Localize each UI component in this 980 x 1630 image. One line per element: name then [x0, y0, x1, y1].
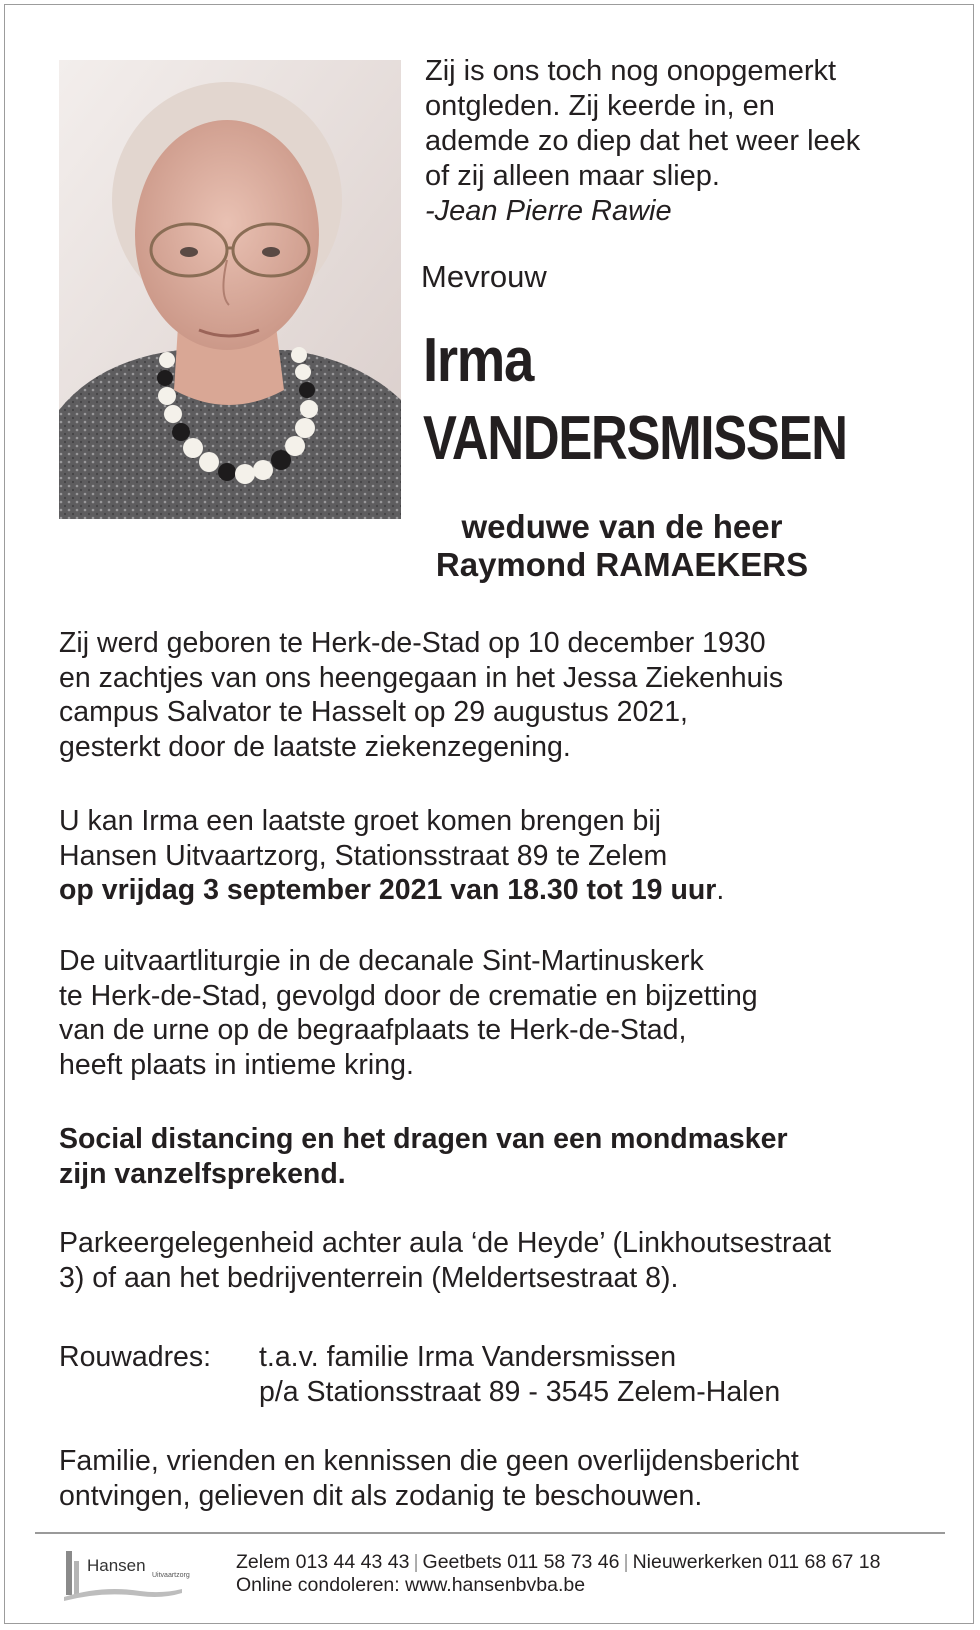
text-line: te Herk-de-Stad, gevolgd door de crematie en bijzetting — [59, 979, 758, 1012]
text-line: ontvingen, gelieven dit als zodanig te beschouwen. — [59, 1479, 703, 1512]
visitation-paragraph — [59, 804, 939, 908]
notice-paragraph — [59, 1122, 939, 1191]
parking-paragraph — [59, 1226, 939, 1295]
online-condolence: Online condoleren: www.hansenbvba.be — [236, 1574, 586, 1596]
poem-line: Zij is ons toch nog onopgemerkt — [425, 55, 837, 87]
poem-line: ontgleden. Zij keerde in, en — [425, 90, 775, 122]
text-line: De uitvaartliturgie in de decanale Sint-Martinuskerk — [59, 945, 704, 977]
text-line: Zij werd geboren te Herk-de-Stad op 10 december 1930 — [59, 627, 766, 659]
poem-line: of zij alleen maar sliep. — [425, 160, 720, 192]
visitation-period: . — [716, 874, 725, 906]
text-line: 3) of aan het bedrijventerrein (Meldertsestraat 8). — [59, 1261, 679, 1294]
text-line: campus Salvator te Hasselt op 29 augustus 2021, — [59, 696, 688, 728]
text-line: Parkeergelegenheid achter aula ‘de Heyde’ (Linkhoutsestraat — [59, 1227, 832, 1259]
separator: | — [413, 1551, 419, 1573]
text-line: gesterkt door de laatste ziekenzegening. — [59, 730, 571, 763]
text-line: Hansen Uitvaartzorg, Stationsstraat 89 te Zelem — [59, 839, 668, 872]
phone-nieuwerkerken: Nieuwerkerken 011 68 67 18 — [632, 1551, 881, 1573]
text-line: van de urne op de begraafplaats te Herk-de-Stad, — [59, 1014, 687, 1046]
visitation-time: op vrijdag 3 september 2021 van 18.30 tot 19 uur — [59, 874, 717, 906]
visitation-time-line — [59, 873, 939, 908]
poem — [425, 54, 860, 229]
phone-line — [236, 1551, 880, 1574]
text-line: Familie, vrienden en kennissen die geen overlijdensbericht — [59, 1445, 799, 1477]
text-line: en zachtjes van ons heengegaan in het Jessa Ziekenhuis — [59, 661, 784, 694]
portrait-photo — [59, 60, 401, 519]
separator: | — [623, 1551, 629, 1573]
text-line: zijn vanzelfsprekend. — [59, 1157, 346, 1190]
spouse-block — [412, 508, 832, 584]
closing-paragraph — [59, 1444, 939, 1513]
last-name: VANDERSMISSEN — [423, 404, 847, 473]
spouse-name: Raymond RAMAEKERS — [435, 546, 809, 583]
relation: weduwe van de heer — [461, 508, 783, 545]
address-line: p/a Stationsstraat 89 - 3545 Zelem-Halen — [259, 1376, 781, 1408]
phone-zelem: Zelem 013 44 43 43 — [236, 1551, 410, 1573]
text-line: Social distancing en het dragen van een mondmasker — [59, 1123, 788, 1155]
text-line: heeft plaats in intieme kring. — [59, 1048, 414, 1081]
poem-author: -Jean Pierre Rawie — [425, 195, 672, 227]
address-line: t.a.v. familie Irma Vandersmissen — [259, 1341, 677, 1373]
liturgy-paragraph — [59, 944, 939, 1082]
birth-death-paragraph — [59, 626, 939, 764]
poem-line: ademde zo diep dat het weer leek — [425, 125, 861, 157]
footer-divider — [35, 1532, 945, 1534]
logo-name: Hansen — [87, 1556, 146, 1575]
first-name: Irma — [423, 326, 533, 395]
address-label: Rouwadres: — [59, 1341, 212, 1373]
salutation: Mevrouw — [421, 259, 547, 294]
text-line: U kan Irma een laatste groet komen brengen bij — [59, 805, 662, 837]
logo-subtitle: Uitvaartzorg — [152, 1572, 190, 1579]
phone-geetbets: Geetbets 011 58 73 46 — [422, 1551, 620, 1573]
footer-contact — [236, 1551, 880, 1597]
